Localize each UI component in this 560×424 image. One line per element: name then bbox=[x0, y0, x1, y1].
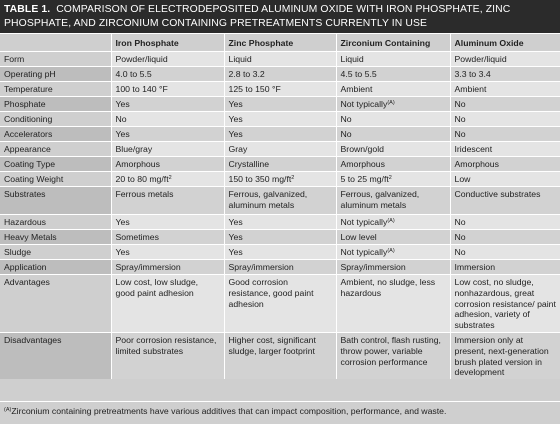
table-cell bbox=[450, 215, 560, 230]
table-cell bbox=[450, 127, 560, 142]
cell-text: Ambient bbox=[454, 84, 487, 94]
cell-text: 20 to 80 mg/ft bbox=[115, 174, 169, 184]
table-row bbox=[0, 245, 560, 260]
cell-text: Yes bbox=[228, 129, 243, 139]
table-footnote bbox=[0, 401, 560, 424]
table-cell bbox=[450, 67, 560, 82]
table-cell bbox=[224, 52, 336, 67]
table-row bbox=[0, 230, 560, 245]
cell-text: Good corrosion resistance, good paint adhesion bbox=[228, 277, 314, 309]
table-cell bbox=[336, 260, 450, 275]
cell-text: Blue/gray bbox=[115, 144, 153, 154]
table-cell bbox=[336, 142, 450, 157]
footnote-text: Zirconium containing pretreatments have various additives that can impact composition, performance, and waste. bbox=[11, 406, 447, 416]
table-row bbox=[0, 215, 560, 230]
table-cell bbox=[224, 82, 336, 97]
table-cell bbox=[336, 127, 450, 142]
table-cell bbox=[450, 52, 560, 67]
table-cell bbox=[111, 215, 224, 230]
table-cell bbox=[224, 142, 336, 157]
table-cell bbox=[224, 275, 336, 333]
table-cell bbox=[111, 260, 224, 275]
table-cell bbox=[336, 82, 450, 97]
cell-text: Yes bbox=[115, 99, 130, 109]
header-zirconium-containing: Zirconium Containing bbox=[336, 34, 450, 52]
table-cell bbox=[336, 230, 450, 245]
row-label: Accelerators bbox=[0, 127, 111, 142]
table-cell bbox=[450, 187, 560, 215]
table-cell bbox=[450, 82, 560, 97]
table-header-row bbox=[0, 34, 560, 52]
header-iron-phosphate: Iron Phosphate bbox=[111, 34, 224, 52]
table-cell bbox=[224, 97, 336, 112]
row-label: Phosphate bbox=[0, 97, 111, 112]
cell-text: Low bbox=[454, 174, 471, 184]
table-cell bbox=[111, 97, 224, 112]
cell-text: Yes bbox=[228, 232, 243, 242]
header-aluminum-oxide: Aluminum Oxide bbox=[450, 34, 560, 52]
table-row bbox=[0, 142, 560, 157]
cell-text: No bbox=[454, 114, 466, 124]
cell-text: Yes bbox=[228, 217, 243, 227]
cell-text: Sometimes bbox=[115, 232, 159, 242]
cell-superscript: 2 bbox=[168, 175, 172, 181]
table-body bbox=[0, 52, 560, 380]
table-title-label: TABLE 1. bbox=[4, 4, 51, 15]
cell-text: No bbox=[454, 232, 466, 242]
table-cell bbox=[224, 245, 336, 260]
table-title-text: COMPARISON OF ELECTRODEPOSITED ALUMINUM OXIDE WITH IRON PHOSPHATE, ZINC PHOSPHATE, AND ZIRCONIUM CONTAINING PRETREATMENTS CURRENTLY IN USE bbox=[4, 4, 511, 29]
table-cell bbox=[336, 332, 450, 379]
table-cell bbox=[450, 260, 560, 275]
table-cell bbox=[111, 172, 224, 187]
table-row bbox=[0, 260, 560, 275]
table-cell bbox=[111, 142, 224, 157]
table-cell bbox=[111, 112, 224, 127]
cell-text: Ambient, no sludge, less hazardous bbox=[340, 277, 436, 298]
cell-text: Higher cost, significant sludge, larger footprint bbox=[228, 334, 316, 356]
row-label: Conditioning bbox=[0, 112, 111, 127]
cell-text: Yes bbox=[115, 217, 130, 227]
cell-text: Not typically bbox=[340, 99, 388, 109]
table-cell bbox=[224, 260, 336, 275]
cell-text: Bath control, flash rusting, throw power, variable corrosion performance bbox=[340, 334, 441, 367]
cell-text: Not typically bbox=[340, 217, 388, 227]
table-row bbox=[0, 52, 560, 67]
table-row bbox=[0, 127, 560, 142]
cell-text: No bbox=[340, 114, 352, 124]
table-row bbox=[0, 172, 560, 187]
table-cell bbox=[111, 52, 224, 67]
table-cell bbox=[450, 245, 560, 260]
cell-text: Yes bbox=[228, 247, 243, 257]
cell-text: Low cost, low sludge, good paint adhesion bbox=[115, 277, 199, 298]
cell-text: Amorphous bbox=[340, 159, 385, 169]
table-cell bbox=[224, 112, 336, 127]
cell-text: 3.3 to 3.4 bbox=[454, 69, 491, 79]
cell-text: No bbox=[454, 247, 466, 257]
row-label: Coating Weight bbox=[0, 172, 111, 187]
cell-text: 150 to 350 mg/ft bbox=[228, 174, 292, 184]
cell-text: Ferrous, galvanized, aluminum metals bbox=[228, 189, 308, 210]
cell-text: Ferrous metals bbox=[115, 189, 174, 199]
table-cell bbox=[336, 187, 450, 215]
header-zinc-phosphate: Zinc Phosphate bbox=[224, 34, 336, 52]
row-label: Form bbox=[0, 52, 111, 67]
table-cell bbox=[336, 52, 450, 67]
cell-text: 125 to 150 °F bbox=[228, 84, 281, 94]
cell-text: No bbox=[454, 99, 466, 109]
table-cell bbox=[450, 112, 560, 127]
table-cell bbox=[450, 275, 560, 333]
row-label: Disadvantages bbox=[0, 332, 111, 379]
table-cell bbox=[450, 230, 560, 245]
table-cell bbox=[224, 332, 336, 379]
cell-text: 100 to 140 °F bbox=[115, 84, 168, 94]
table-cell bbox=[450, 97, 560, 112]
table-cell bbox=[111, 157, 224, 172]
row-label: Substrates bbox=[0, 187, 111, 215]
table-cell bbox=[111, 187, 224, 215]
row-label: Hazardous bbox=[0, 215, 111, 230]
table-cell bbox=[336, 172, 450, 187]
cell-superscript: 2 bbox=[388, 175, 392, 181]
cell-text: Brown/gold bbox=[340, 144, 384, 154]
cell-text: 5 to 25 mg/ft bbox=[340, 174, 389, 184]
cell-text: Powder/liquid bbox=[454, 54, 507, 64]
table-cell bbox=[224, 67, 336, 82]
row-label: Appearance bbox=[0, 142, 111, 157]
cell-text: Conductive substrates bbox=[454, 189, 541, 199]
cell-text: Low level bbox=[340, 232, 377, 242]
cell-text: No bbox=[454, 217, 466, 227]
table-row bbox=[0, 157, 560, 172]
table-cell bbox=[111, 245, 224, 260]
table-cell bbox=[111, 67, 224, 82]
cell-text: Liquid bbox=[228, 54, 252, 64]
row-label: Coating Type bbox=[0, 157, 111, 172]
row-label: Operating pH bbox=[0, 67, 111, 82]
table-cell bbox=[111, 230, 224, 245]
cell-text: Immersion bbox=[454, 262, 496, 272]
table-row bbox=[0, 332, 560, 379]
comparison-table bbox=[0, 33, 560, 379]
table-cell bbox=[450, 142, 560, 157]
cell-text: Yes bbox=[228, 99, 243, 109]
cell-superscript: 2 bbox=[291, 175, 295, 181]
table-cell bbox=[336, 245, 450, 260]
table-cell bbox=[336, 157, 450, 172]
header-cell-blank bbox=[0, 34, 111, 52]
cell-text: Spray/immersion bbox=[340, 262, 406, 272]
cell-text: Yes bbox=[115, 129, 130, 139]
table-cell bbox=[224, 215, 336, 230]
table-cell bbox=[336, 67, 450, 82]
cell-text: Gray bbox=[228, 144, 248, 154]
table-row bbox=[0, 112, 560, 127]
table-cell bbox=[450, 172, 560, 187]
cell-text: No bbox=[340, 129, 352, 139]
table-row bbox=[0, 275, 560, 333]
table-cell bbox=[111, 332, 224, 379]
table-row bbox=[0, 82, 560, 97]
table-cell bbox=[336, 112, 450, 127]
cell-text: No bbox=[115, 114, 127, 124]
table-cell bbox=[224, 187, 336, 215]
row-label: Temperature bbox=[0, 82, 111, 97]
cell-text: Spray/immersion bbox=[228, 262, 294, 272]
cell-text: 4.0 to 5.5 bbox=[115, 69, 152, 79]
cell-text: No bbox=[454, 129, 466, 139]
table-title bbox=[0, 0, 560, 33]
cell-superscript: (A) bbox=[387, 218, 395, 224]
cell-text: Immersion only at present, next-generation brush plated version in development bbox=[454, 334, 549, 378]
cell-text: 4.5 to 5.5 bbox=[340, 69, 377, 79]
table-cell bbox=[111, 127, 224, 142]
cell-text: Not typically bbox=[340, 247, 388, 257]
table-cell bbox=[224, 230, 336, 245]
footnote-marker: (A) bbox=[4, 407, 12, 413]
table-cell bbox=[336, 97, 450, 112]
row-label: Sludge bbox=[0, 245, 111, 260]
table-cell bbox=[450, 332, 560, 379]
cell-text: 2.8 to 3.2 bbox=[228, 69, 265, 79]
cell-text: Yes bbox=[115, 247, 130, 257]
cell-text: Low cost, no sludge, nonhazardous, great corrosion resistance/ paint adhesion, variety of substrates bbox=[454, 277, 556, 331]
cell-superscript: (A) bbox=[387, 248, 395, 254]
table-cell bbox=[224, 127, 336, 142]
table-cell bbox=[224, 172, 336, 187]
table-row bbox=[0, 67, 560, 82]
cell-text: Poor corrosion resistance, limited substrates bbox=[115, 334, 217, 356]
table-cell bbox=[450, 157, 560, 172]
table-row bbox=[0, 97, 560, 112]
row-label: Application bbox=[0, 260, 111, 275]
row-label: Heavy Metals bbox=[0, 230, 111, 245]
cell-text: Spray/immersion bbox=[115, 262, 181, 272]
cell-text: Amorphous bbox=[454, 159, 499, 169]
cell-text: Ambient bbox=[340, 84, 373, 94]
cell-text: Crystalline bbox=[228, 159, 270, 169]
table-cell bbox=[336, 215, 450, 230]
cell-superscript: (A) bbox=[387, 100, 395, 106]
cell-text: Powder/liquid bbox=[115, 54, 168, 64]
cell-text: Ferrous, galvanized, aluminum metals bbox=[340, 189, 420, 210]
row-label: Advantages bbox=[0, 275, 111, 333]
cell-text: Liquid bbox=[340, 54, 364, 64]
table-cell bbox=[336, 275, 450, 333]
cell-text: Amorphous bbox=[115, 159, 160, 169]
cell-text: Iridescent bbox=[454, 144, 493, 154]
table-cell bbox=[111, 275, 224, 333]
table-cell bbox=[111, 82, 224, 97]
cell-text: Yes bbox=[228, 114, 243, 124]
table-cell bbox=[224, 157, 336, 172]
table-row bbox=[0, 187, 560, 215]
